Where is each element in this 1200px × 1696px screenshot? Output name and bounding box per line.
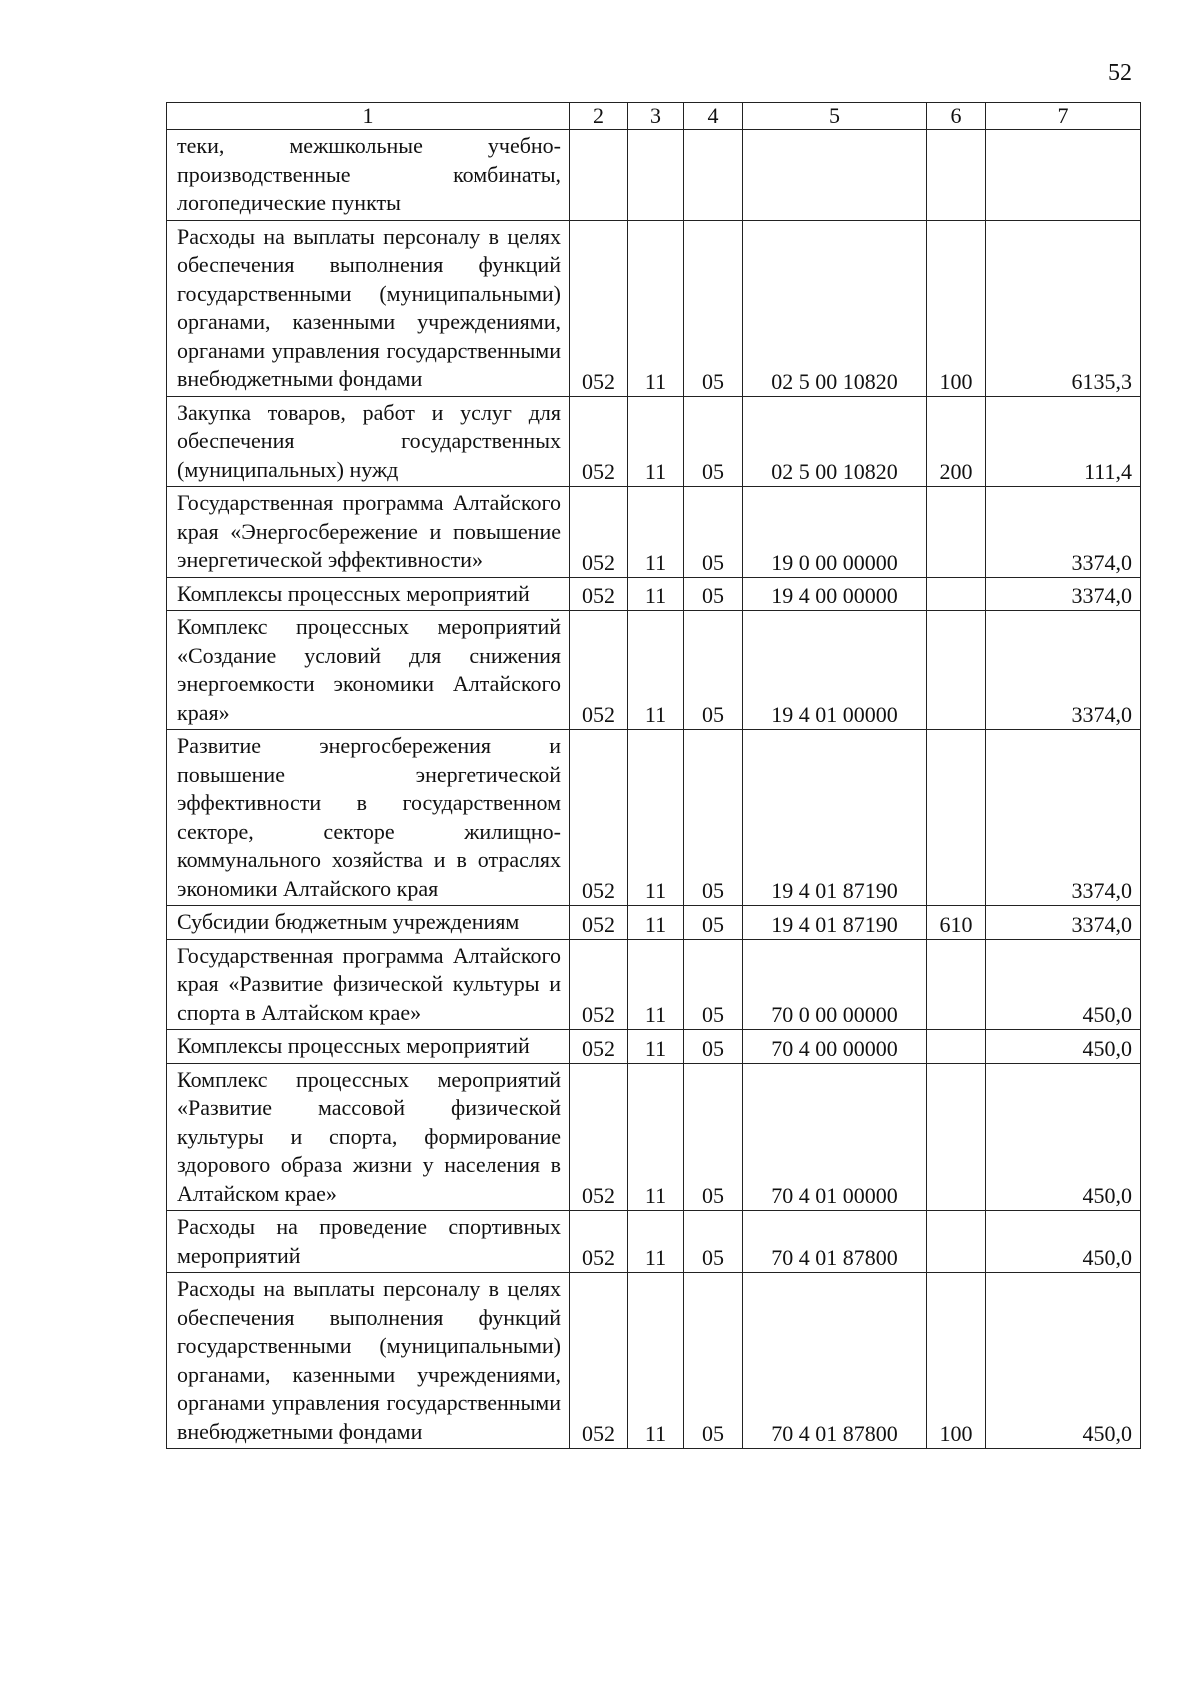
expense-type-cell (927, 130, 986, 221)
expense-name-cell: Развитие энергосбережения и повышение энергетической эффективности в государственном секторе, секторе жилищно-коммунального хозяйства и в отраслях экономики Алтайского края (167, 730, 570, 906)
header-row (167, 103, 1141, 130)
subsection-code-cell: 05 (684, 611, 743, 730)
department-code-cell: 052 (570, 906, 628, 940)
department-code-cell: 052 (570, 1211, 628, 1273)
table-row (167, 1211, 1141, 1273)
department-code-cell: 052 (570, 611, 628, 730)
column-header: 1 (167, 103, 570, 130)
department-code-cell: 052 (570, 939, 628, 1030)
expense-type-cell: 100 (927, 220, 986, 396)
department-code-cell: 052 (570, 1063, 628, 1211)
section-code-cell: 11 (628, 1030, 684, 1064)
column-header: 6 (927, 103, 986, 130)
amount-cell: 3374,0 (986, 906, 1141, 940)
expense-name-cell: Комплексы процессных мероприятий (167, 1030, 570, 1064)
target-article-cell: 70 4 01 87800 (743, 1273, 927, 1449)
section-code-cell: 11 (628, 730, 684, 906)
target-article-cell (743, 130, 927, 221)
table-row (167, 1063, 1141, 1211)
subsection-code-cell: 05 (684, 939, 743, 1030)
amount-cell: 3374,0 (986, 487, 1141, 578)
table-row (167, 220, 1141, 396)
department-code-cell: 052 (570, 1030, 628, 1064)
amount-cell: 450,0 (986, 939, 1141, 1030)
target-article-cell: 19 4 01 87190 (743, 730, 927, 906)
target-article-cell: 19 4 01 00000 (743, 611, 927, 730)
subsection-code-cell (684, 130, 743, 221)
expense-type-cell: 100 (927, 1273, 986, 1449)
table-row (167, 939, 1141, 1030)
subsection-code-cell: 05 (684, 730, 743, 906)
expense-name-cell: Комплекс процессных мероприятий «Развитие массовой физической культуры и спорта, формирование здорового образа жизни у населения в Алтайском крае» (167, 1063, 570, 1211)
amount-cell: 3374,0 (986, 577, 1141, 611)
section-code-cell: 11 (628, 1211, 684, 1273)
subsection-code-cell: 05 (684, 577, 743, 611)
subsection-code-cell: 05 (684, 1063, 743, 1211)
column-header: 2 (570, 103, 628, 130)
table-row (167, 1273, 1141, 1449)
target-article-cell: 70 4 01 00000 (743, 1063, 927, 1211)
section-code-cell: 11 (628, 396, 684, 487)
target-article-cell: 19 4 00 00000 (743, 577, 927, 611)
expense-type-cell (927, 611, 986, 730)
section-code-cell: 11 (628, 1063, 684, 1211)
table-row (167, 906, 1141, 940)
target-article-cell: 02 5 00 10820 (743, 396, 927, 487)
expense-type-cell (927, 939, 986, 1030)
subsection-code-cell: 05 (684, 487, 743, 578)
expense-name-cell: Комплекс процессных мероприятий «Создание условий для снижения энергоемкости экономики Алтайского края» (167, 611, 570, 730)
amount-cell (986, 130, 1141, 221)
expense-type-cell (927, 1211, 986, 1273)
amount-cell: 450,0 (986, 1211, 1141, 1273)
subsection-code-cell: 05 (684, 1211, 743, 1273)
subsection-code-cell: 05 (684, 1273, 743, 1449)
expense-type-cell (927, 1030, 986, 1064)
expense-name-cell: Закупка товаров, работ и услуг для обеспечения государственных (муниципальных) нужд (167, 396, 570, 487)
amount-cell: 450,0 (986, 1030, 1141, 1064)
expense-type-cell (927, 577, 986, 611)
section-code-cell: 11 (628, 220, 684, 396)
expense-name-cell: Комплексы процессных мероприятий (167, 577, 570, 611)
column-header: 3 (628, 103, 684, 130)
column-header: 4 (684, 103, 743, 130)
expense-type-cell (927, 487, 986, 578)
section-code-cell: 11 (628, 1273, 684, 1449)
section-code-cell: 11 (628, 611, 684, 730)
department-code-cell: 052 (570, 487, 628, 578)
amount-cell: 3374,0 (986, 730, 1141, 906)
table-row (167, 1030, 1141, 1064)
section-code-cell (628, 130, 684, 221)
subsection-code-cell: 05 (684, 1030, 743, 1064)
table-row (167, 730, 1141, 906)
expense-name-cell: Расходы на выплаты персоналу в целях обеспечения выполнения функций государственными (муниципальными) органами, казенными учреждениями, органами управления государственными внебюджетными фондами (167, 1273, 570, 1449)
target-article-cell: 70 0 00 00000 (743, 939, 927, 1030)
column-header: 7 (986, 103, 1141, 130)
target-article-cell: 19 4 01 87190 (743, 906, 927, 940)
department-code-cell (570, 130, 628, 221)
expense-name-cell: Государственная программа Алтайского края «Энергосбережение и повышение энергетической эффективности» (167, 487, 570, 578)
department-code-cell: 052 (570, 577, 628, 611)
budget-table (166, 102, 1141, 1449)
section-code-cell: 11 (628, 577, 684, 611)
department-code-cell: 052 (570, 220, 628, 396)
amount-cell: 450,0 (986, 1273, 1141, 1449)
target-article-cell: 70 4 00 00000 (743, 1030, 927, 1064)
page-number: 52 (1108, 60, 1132, 86)
expense-type-cell (927, 1063, 986, 1211)
target-article-cell: 70 4 01 87800 (743, 1211, 927, 1273)
subsection-code-cell: 05 (684, 906, 743, 940)
department-code-cell: 052 (570, 730, 628, 906)
expense-name-cell: Субсидии бюджетным учреждениям (167, 906, 570, 940)
amount-cell: 3374,0 (986, 611, 1141, 730)
amount-cell: 450,0 (986, 1063, 1141, 1211)
expense-type-cell (927, 730, 986, 906)
table-row (167, 130, 1141, 221)
amount-cell: 111,4 (986, 396, 1141, 487)
amount-cell: 6135,3 (986, 220, 1141, 396)
subsection-code-cell: 05 (684, 396, 743, 487)
table-row (167, 611, 1141, 730)
target-article-cell: 19 0 00 00000 (743, 487, 927, 578)
expense-name-cell: Расходы на выплаты персоналу в целях обеспечения выполнения функций государственными (муниципальными) органами, казенными учреждениями, органами управления государственными внебюджетными фондами (167, 220, 570, 396)
table-row (167, 577, 1141, 611)
section-code-cell: 11 (628, 906, 684, 940)
expense-name-cell: Государственная программа Алтайского края «Развитие физической культуры и спорта в Алтайском крае» (167, 939, 570, 1030)
expense-type-cell: 610 (927, 906, 986, 940)
expense-type-cell: 200 (927, 396, 986, 487)
target-article-cell: 02 5 00 10820 (743, 220, 927, 396)
section-code-cell: 11 (628, 939, 684, 1030)
expense-name-cell: теки, межшкольные учебно-производственные комбинаты, логопедические пункты (167, 130, 570, 221)
column-header: 5 (743, 103, 927, 130)
expense-name-cell: Расходы на проведение спортивных мероприятий (167, 1211, 570, 1273)
section-code-cell: 11 (628, 487, 684, 578)
subsection-code-cell: 05 (684, 220, 743, 396)
table-row (167, 396, 1141, 487)
department-code-cell: 052 (570, 396, 628, 487)
department-code-cell: 052 (570, 1273, 628, 1449)
table-body (167, 103, 1141, 1449)
table-row (167, 487, 1141, 578)
